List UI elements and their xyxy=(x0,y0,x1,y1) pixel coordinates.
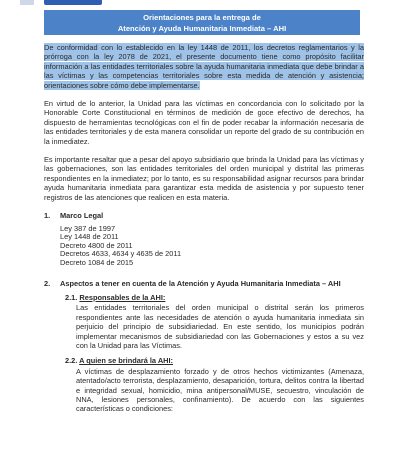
header-bar xyxy=(0,0,400,8)
subsection-2-2-number: 2.2. xyxy=(65,356,78,366)
list-item: Decreto 1084 de 2015 xyxy=(60,257,134,267)
title-line-1: Orientaciones para la entrega de xyxy=(143,13,261,22)
intro-paragraph xyxy=(44,43,364,90)
subsection-2-1-number: 2.1. xyxy=(65,292,78,302)
subsection-2-1 xyxy=(65,293,364,350)
section-1-heading xyxy=(44,211,364,220)
document-body xyxy=(44,43,364,420)
section-2-heading xyxy=(44,279,364,288)
list-item: Decretos 4633, 4634 y 4635 de 2011 xyxy=(60,249,182,259)
legal-framework-list xyxy=(60,225,364,268)
subsection-2-2-body: A víctimas de desplazamiento forzado y de otros hechos victimizantes (Amenaza, atentado/acto terrorista, desplazamiento, desaparición, tortura, delitos contra la libertad e integridad sexual, homicidio, mina antipersonal/MUSE, secuestro, vinculación de NNA, lesiones personales, confinamiento). De acuerdo con las siguientes características o condiciones: xyxy=(76,366,364,414)
subsection-2-1-body: Las entidades territoriales del orden municipal o distrital serán los primeros respondientes ante las necesidades de atención o ayuda humanitaria inmediata sin perjuicio del principio de subsidiariedad. En este sentido, los municipios podrán implementar mecanismos de subsidiariedad con las Gobernaciones y estos a su vez con la Unidad para las Víctimas. xyxy=(76,303,364,350)
subsection-2-2-heading xyxy=(65,356,364,365)
title-line-2: Atención y Ayuda Humanitaria Inmediata – AHI xyxy=(117,24,287,33)
header-strip xyxy=(44,0,102,5)
subsection-2-2 xyxy=(65,356,364,413)
subsection-2-2-label: A quien se brindará la AHI: xyxy=(79,356,174,366)
subsection-2-1-heading xyxy=(65,293,364,302)
section-2-label: Aspectos a tener en cuenta de la Atención y Ayuda Humanitaria Inmediata – AHI xyxy=(60,279,341,289)
section-1-number: 1. xyxy=(44,211,51,221)
section-1-label: Marco Legal xyxy=(60,211,104,221)
document-title xyxy=(44,10,360,35)
list-item: Ley 387 de 1997 xyxy=(60,223,116,233)
logo-icon xyxy=(20,0,34,5)
paragraph-3: Es importante resaltar que a pesar del apoyo subsidiario que brinda la Unidad para las víctimas y las gobernaciones, son las entidades territoriales del orden municipal y distrital las primeras respondientes en la inmediatez; por lo tanto, es su responsabilidad asignar recursos para brindar ayuda humanitaria inmediata para garantizar esta medida de asistencia y por supuesto tener registros de las atenciones que realicen en esta materia. xyxy=(44,155,364,202)
list-item: Ley 1448 de 2011 xyxy=(60,232,119,242)
section-2-number: 2. xyxy=(44,279,51,289)
subsection-2-1-label: Responsables de la AHI: xyxy=(79,292,166,302)
paragraph-2: En virtud de lo anterior, la Unidad para las víctimas en concordancia con lo solicitado por la Honorable Corte Constitucional en términos de medición de goce efectivo de derechos, ha dispuesto de herramientas tecnológicas con el fin de poder recabar la información necesaria de las entidades territoriales y de esta manera consolidar un reporte del grado de su contribución en la inmediatez. xyxy=(44,99,364,146)
highlighted-text: De conformidad con lo establecido en la ley 1448 de 2011, los decretos reglamentarios y la prórroga con la ley 2078 de 2021, el presente documento tiene como propósito facilitar información a las entidades territoriales sobre la ayuda humanitaria inmediata que debe brindar a las víctimas y las competencias territoriales sobre esta medida de atención y asistencia; orientaciones sobre cómo debe implementarse. xyxy=(44,43,364,90)
list-item: Decreto 4800 de 2011 xyxy=(60,240,133,250)
